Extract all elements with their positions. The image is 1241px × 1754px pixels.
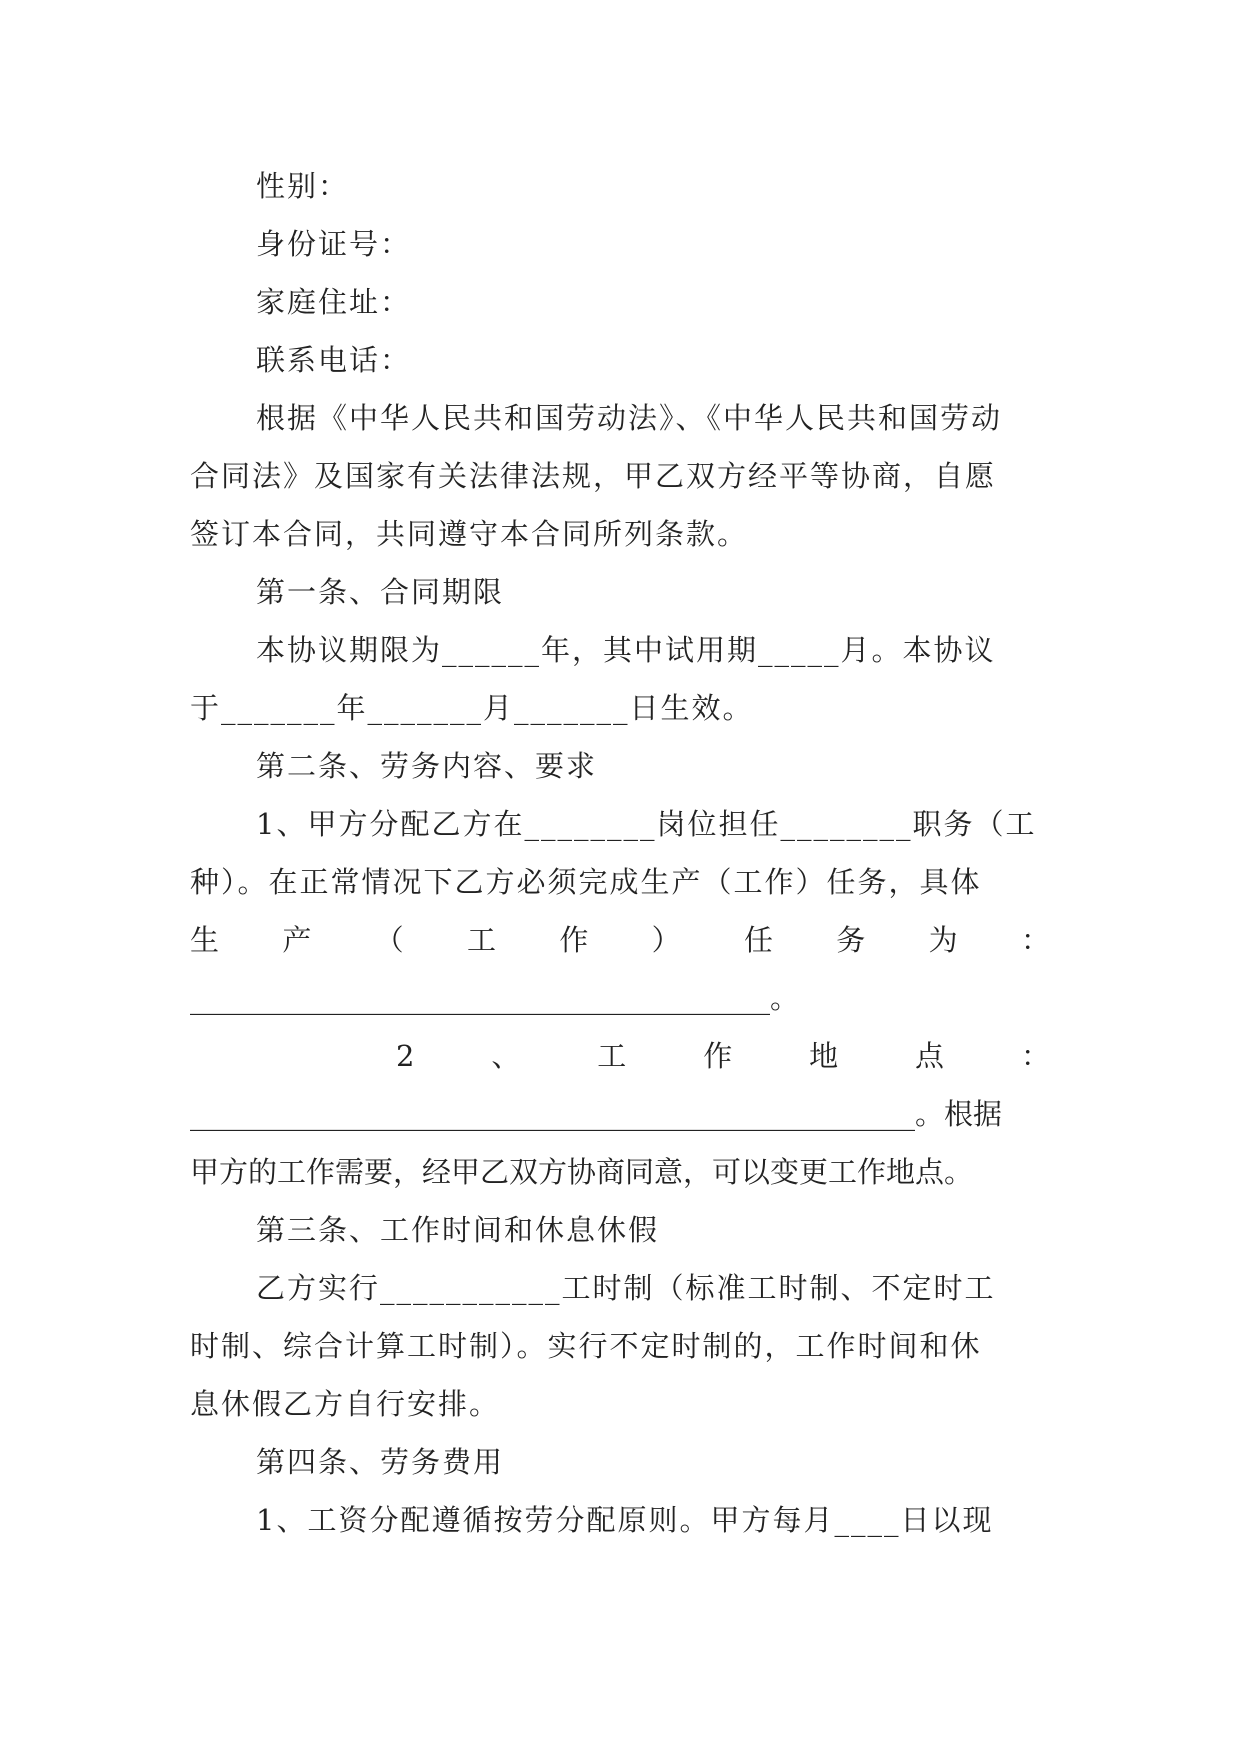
article-2-heading: 第二条、劳务内容、要求	[256, 749, 598, 783]
task-spread-line	[190, 920, 1050, 960]
article-4-item-1-line-1: 1、工资分配遵循按劳分配原则。甲方每月____日以现	[256, 1503, 994, 1537]
preamble-line-2: 合同法》及国家有关法律法规，甲乙双方经平等协商，自愿	[190, 459, 997, 493]
home-address-label: 家庭住址：	[256, 285, 412, 319]
task-char: 生	[190, 923, 220, 957]
article-3-line-2: 时制、综合计算工时制）。实行不定时制的，工作时间和休	[190, 1329, 982, 1363]
article-1-line-2: 于_______年_______月_______日生效。	[190, 691, 754, 725]
article-2-item-1-line-1: 1、甲方分配乙方在________岗位担任________职务（工	[256, 807, 1037, 841]
task-char: 产	[282, 923, 312, 957]
article-3-line-3: 息休假乙方自行安排。	[190, 1387, 501, 1421]
location-char: 2	[396, 1039, 415, 1073]
location-char: 地	[809, 1039, 839, 1073]
work-location-spread-line	[396, 1036, 1050, 1076]
task-char: 任	[743, 923, 773, 957]
article-1-line-1: 本协议期限为______年，其中试用期_____月。本协议	[256, 633, 996, 667]
location-char: 作	[703, 1039, 733, 1073]
task-char: ）	[651, 923, 681, 957]
article-4-heading: 第四条、劳务费用	[256, 1445, 505, 1479]
article-2-item-1-line-2: 种）。在正常情况下乙方必须完成生产（工作）任务，具体	[190, 865, 982, 899]
preamble-line-3: 签订本合同，共同遵守本合同所列条款。	[190, 517, 749, 551]
task-char: ：	[1020, 923, 1050, 957]
location-char: 、	[491, 1039, 521, 1073]
phone-label: 联系电话：	[256, 343, 412, 377]
task-char: 作	[559, 923, 589, 957]
preamble-line-1: 根据《中华人民共和国劳动法》、《中华人民共和国劳动	[256, 401, 1003, 435]
article-3-heading: 第三条、工作时间和休息休假	[256, 1213, 660, 1247]
task-char: 为	[928, 923, 958, 957]
task-char: 务	[836, 923, 866, 957]
location-change-line: 甲方的工作需要，经甲乙双方协商同意，可以变更工作地点。	[190, 1155, 974, 1189]
task-char: 工	[466, 923, 496, 957]
article-3-line-1: 乙方实行___________工时制（标准工时制、不定时工	[256, 1271, 996, 1305]
location-blank-line: __________________________________________________。根据	[190, 1097, 1003, 1131]
article-1-heading: 第一条、合同期限	[256, 575, 505, 609]
task-blank-line: ________________________________________。	[190, 981, 800, 1015]
location-char: 工	[597, 1039, 627, 1073]
location-char: 点	[915, 1039, 945, 1073]
gender-label: 性别：	[256, 169, 350, 203]
task-char: （	[374, 923, 404, 957]
id-number-label: 身份证号：	[256, 227, 412, 261]
location-char: ：	[1020, 1039, 1050, 1073]
